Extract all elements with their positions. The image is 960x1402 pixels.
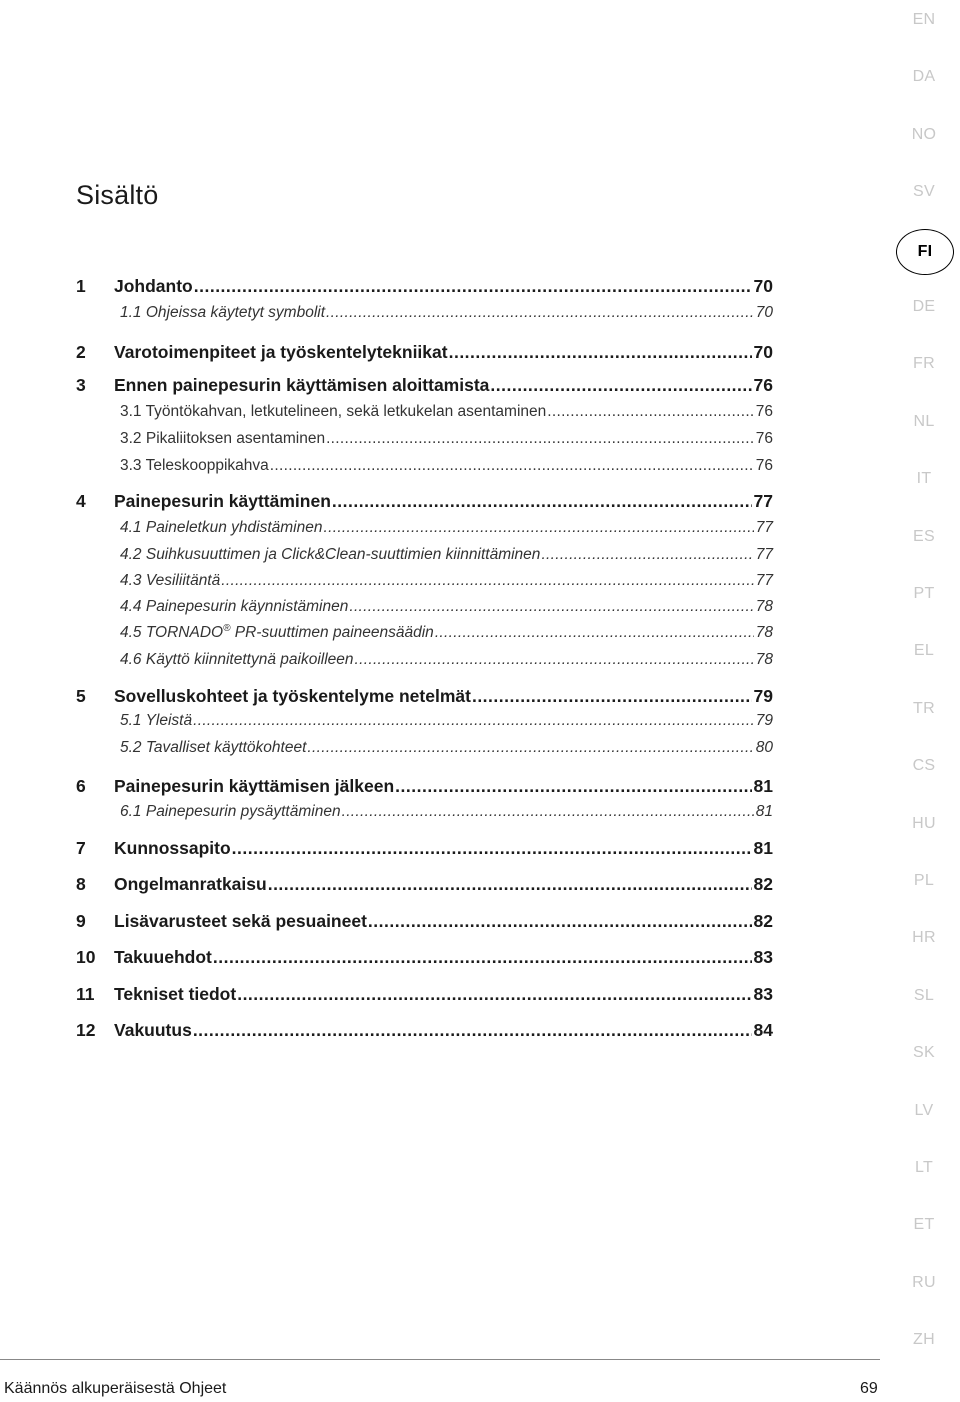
- toc-page-number: 77: [755, 572, 773, 589]
- language-tab-hu[interactable]: HU: [912, 814, 936, 832]
- toc-entry-label: 4.1 Paineletkun yhdistäminen: [120, 519, 323, 536]
- toc-subentry[interactable]: [120, 519, 773, 537]
- registered-mark: ®: [223, 623, 231, 634]
- toc-subentry[interactable]: [120, 457, 773, 475]
- dot-leader: [547, 403, 754, 421]
- toc-entry-label: Ongelmanratkaisu: [114, 874, 267, 894]
- toc-entry-label: 5.1 Yleistä: [120, 712, 193, 729]
- language-tab-sk[interactable]: SK: [913, 1044, 935, 1062]
- toc-page-number: 82: [753, 911, 773, 931]
- dot-leader: [368, 911, 752, 932]
- toc-entry-number: 12: [76, 1020, 96, 1040]
- toc-entry-label: Takuuehdot: [114, 947, 212, 967]
- language-tab-fi[interactable]: FI: [896, 229, 954, 275]
- dot-leader: [490, 375, 751, 396]
- toc-entry-label-text: 4.5 TORNADO: [120, 624, 224, 641]
- toc-subentry[interactable]: [120, 430, 773, 448]
- dot-leader: [332, 491, 752, 512]
- toc-subentry[interactable]: [120, 624, 773, 642]
- toc-entry-number: 1: [76, 276, 86, 296]
- toc-page-number: 83: [753, 984, 773, 1004]
- language-tab-sl[interactable]: SL: [913, 986, 935, 1004]
- toc-subentry[interactable]: [120, 739, 773, 757]
- language-tab-lv[interactable]: LV: [914, 1101, 934, 1119]
- toc-page-number: 76: [755, 457, 773, 474]
- toc-entry-label: [120, 624, 434, 642]
- toc-subentry[interactable]: [120, 546, 773, 564]
- toc-entry-number: 6: [76, 776, 86, 796]
- language-tab-cs[interactable]: CS: [912, 757, 936, 775]
- toc-page-number: 70: [753, 342, 773, 362]
- toc-entry[interactable]: [76, 984, 773, 1005]
- language-tab-pt[interactable]: PT: [913, 585, 935, 602]
- toc-subentry[interactable]: [120, 712, 773, 730]
- toc-entry-label: 5.2 Tavalliset käyttökohteet: [120, 739, 307, 756]
- toc-page-number: 81: [755, 803, 773, 820]
- toc-subentry[interactable]: [120, 803, 773, 821]
- toc-entry-label: 4.6 Käyttö kiinnitettynä paikoilleen: [120, 651, 354, 668]
- language-tab-en[interactable]: EN: [912, 11, 936, 28]
- language-tab-fr[interactable]: FR: [913, 355, 935, 373]
- toc-entry-label: Sovelluskohteet ja työskentelyme netelmät: [114, 686, 471, 706]
- dot-leader: [324, 519, 754, 537]
- toc-subentry[interactable]: [120, 403, 773, 421]
- page-number: 69: [860, 1380, 878, 1397]
- dot-leader: [307, 739, 753, 757]
- toc-page-number: 76: [755, 403, 773, 420]
- toc-entry-number: 11: [76, 984, 95, 1004]
- toc-page-number: 82: [753, 874, 773, 894]
- dot-leader: [221, 572, 754, 590]
- language-tab-hr[interactable]: HR: [912, 929, 936, 947]
- toc-page-number: 80: [755, 739, 773, 756]
- toc-entry-number: 4: [76, 491, 86, 511]
- footer-divider: [0, 1359, 880, 1360]
- toc-entry-label: Ennen painepesurin käyttämisen aloittamista: [114, 375, 490, 395]
- toc-page-number: 76: [755, 430, 773, 447]
- toc-entry-label: Painepesurin käyttäminen: [114, 491, 331, 511]
- language-tab-et[interactable]: ET: [913, 1216, 935, 1234]
- toc-entry[interactable]: [76, 342, 773, 363]
- toc-page-number: 76: [753, 375, 773, 395]
- toc-entry[interactable]: [76, 276, 773, 297]
- language-tab-nl[interactable]: NL: [913, 412, 935, 430]
- toc-entry[interactable]: [76, 776, 773, 797]
- language-tab-lt[interactable]: LT: [914, 1159, 934, 1176]
- toc-entry-number: 9: [76, 911, 86, 931]
- language-tab-es[interactable]: ES: [913, 527, 935, 545]
- toc-entry-number: 7: [76, 838, 86, 858]
- dot-leader: [449, 342, 752, 363]
- toc-page-number: 83: [753, 947, 773, 967]
- page-title: Sisältö: [76, 180, 159, 210]
- toc-entry-label: Johdanto: [114, 276, 193, 296]
- toc-page-number: 77: [753, 491, 773, 511]
- dot-leader: [326, 430, 754, 448]
- toc-page-number: 70: [753, 276, 773, 296]
- toc-entry[interactable]: [76, 838, 773, 859]
- language-tab-zh[interactable]: ZH: [913, 1331, 935, 1349]
- toc-entry[interactable]: [76, 1020, 773, 1041]
- dot-leader: [213, 947, 752, 968]
- toc-page-number: 79: [755, 712, 773, 729]
- language-tab-da[interactable]: DA: [912, 68, 936, 86]
- dot-leader: [193, 712, 754, 730]
- toc-entry-label: 4.3 Vesiliitäntä: [120, 572, 221, 589]
- toc-entry-label: 4.4 Painepesurin käynnistäminen: [120, 598, 349, 615]
- dot-leader: [472, 686, 752, 707]
- toc-entry-number: 10: [76, 947, 96, 967]
- dot-leader: [349, 598, 753, 616]
- toc-entry[interactable]: [76, 686, 773, 707]
- toc-subentry[interactable]: [120, 598, 773, 616]
- toc-entry-label: Lisävarusteet sekä pesuaineet: [114, 911, 367, 931]
- language-tab-tr[interactable]: TR: [913, 699, 935, 717]
- language-tab-pl[interactable]: PL: [913, 872, 935, 889]
- toc-entry-number: 5: [76, 686, 86, 706]
- toc-entry-label-tail: PR-suuttimen paineensäädin: [230, 624, 434, 641]
- toc-entry-label: 6.1 Painepesurin pysäyttäminen: [120, 803, 341, 820]
- toc-entry-label: 3.3 Teleskooppikahva: [120, 457, 269, 474]
- dot-leader: [395, 776, 751, 797]
- toc-entry-label: Painepesurin käyttämisen jälkeen: [114, 776, 395, 796]
- dot-leader: [232, 838, 752, 859]
- toc-entry-label: 4.2 Suihkusuuttimen ja Click&Clean-suuttimien kiinnittäminen: [120, 546, 541, 563]
- language-tab-sv[interactable]: SV: [913, 183, 935, 201]
- toc-entry-number: 8: [76, 874, 86, 894]
- dot-leader: [342, 803, 754, 821]
- toc-entry-label: Kunnossapito: [114, 838, 231, 858]
- toc-entry-label: Varotoimenpiteet ja työskentelytekniikat: [114, 342, 448, 362]
- dot-leader: [326, 304, 754, 322]
- dot-leader: [541, 546, 753, 564]
- language-tab-de[interactable]: DE: [912, 298, 936, 315]
- toc-page-number: 78: [755, 624, 773, 641]
- toc-page-number: 78: [755, 651, 773, 668]
- toc-entry-number: 3: [76, 375, 86, 395]
- toc-entry-number: 2: [76, 342, 86, 362]
- toc-entry-label: Tekniset tiedot: [114, 984, 237, 1004]
- dot-leader: [193, 1020, 752, 1041]
- language-tab-it[interactable]: IT: [916, 470, 932, 488]
- toc-entry[interactable]: [76, 911, 773, 932]
- dot-leader: [355, 651, 754, 669]
- dot-leader: [270, 457, 754, 475]
- toc-page-number: 81: [753, 838, 773, 858]
- language-tab-ru[interactable]: RU: [912, 1273, 936, 1291]
- toc-subentry[interactable]: [120, 304, 773, 322]
- dot-leader: [194, 276, 752, 297]
- toc-entry[interactable]: [76, 375, 773, 396]
- toc-subentry[interactable]: [120, 572, 773, 590]
- toc-page-number: 79: [753, 686, 773, 706]
- dot-leader: [435, 624, 754, 642]
- toc-page-number: 81: [753, 776, 773, 796]
- toc-page-number: 84: [753, 1020, 773, 1040]
- dot-leader: [268, 874, 752, 895]
- toc-entry[interactable]: [76, 947, 773, 968]
- toc-page-number: 78: [755, 598, 773, 615]
- toc-entry-label: 1.1 Ohjeissa käytetyt symbolit: [120, 304, 326, 321]
- language-tab-el[interactable]: EL: [913, 642, 935, 660]
- toc-page-number: 70: [755, 304, 773, 321]
- toc-page-number: 77: [755, 519, 773, 536]
- toc-entry[interactable]: [76, 491, 773, 512]
- toc-page-number: 77: [755, 546, 773, 563]
- toc-entry-label: Vakuutus: [114, 1020, 192, 1040]
- toc-entry-label: 3.1 Työntökahvan, letkutelineen, sekä letkukelan asentaminen: [120, 403, 547, 420]
- language-tab-no[interactable]: NO: [911, 125, 937, 143]
- footer-text: Käännös alkuperäisestä Ohjeet: [4, 1380, 227, 1397]
- toc-entry[interactable]: [76, 874, 773, 895]
- toc-subentry[interactable]: [120, 651, 773, 669]
- dot-leader: [237, 984, 751, 1005]
- toc-entry-label: 3.2 Pikaliitoksen asentaminen: [120, 430, 326, 447]
